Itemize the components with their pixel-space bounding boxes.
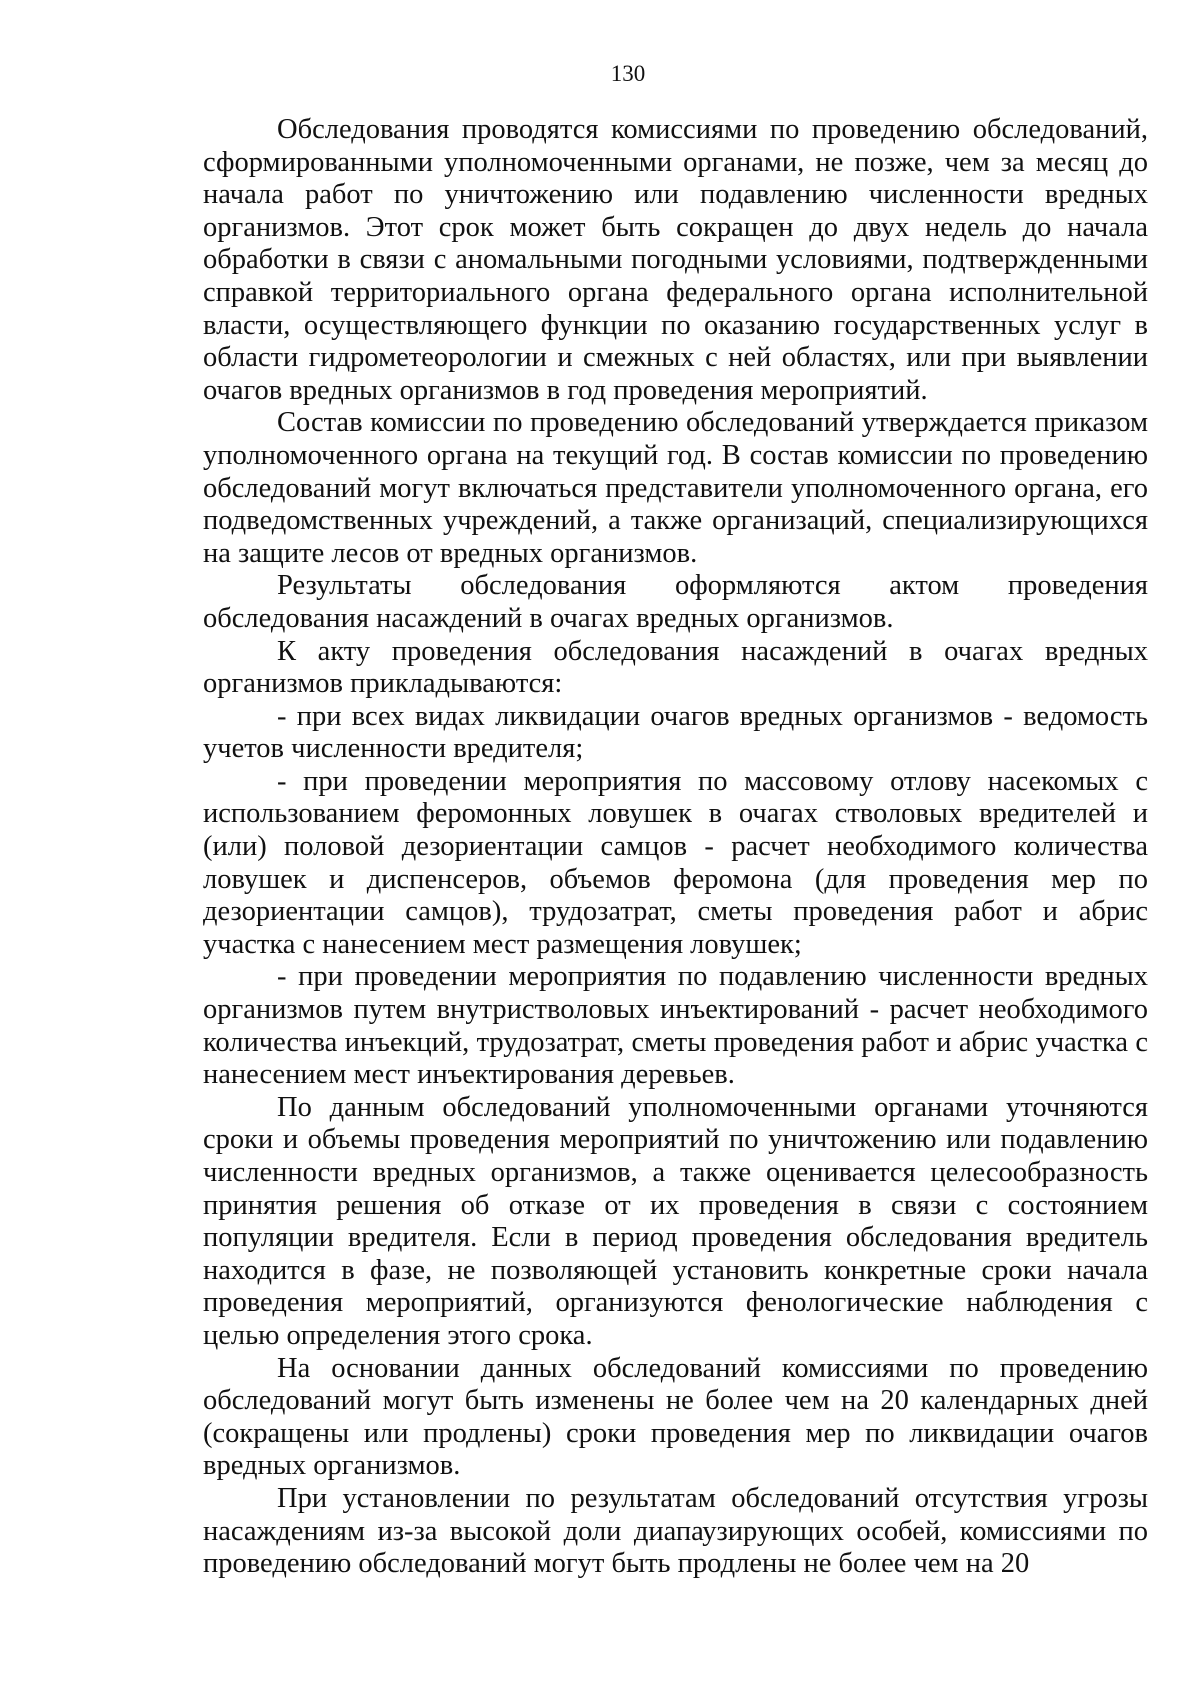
list-item-injections: - при проведении мероприятия по подавлению численности вредных организмов путем внутристволовых инъектирований - расчет необходимого количества инъекций, трудозатрат, сметы проведения работ и абрис участка с нанесением мест инъектирования деревьев. xyxy=(203,961,1148,1091)
paragraph-survey-data: По данным обследований уполномоченными органами уточняются сроки и объемы проведения мероприятий по уничтожению или подавлению численности вредных организмов, а также оценивается целесообразность принятия решения об отказе от их проведения в связи с состоянием популяции вредителя. Если в период проведения обследования вредитель находится в фазе, не позволяющей установить конкретные сроки начала проведения мероприятий, организуются фенологические наблюдения с целью определения этого срока. xyxy=(203,1091,1148,1351)
list-item-pheromone-traps: - при проведении мероприятия по массовому отлову насекомых с использованием феромонных ловушек в очагах стволовых вредителей и (или) половой дезориентации самцов - расчет необходимого количества ловушек и диспенсеров, объемов феромона (для проведения мер по дезориентации самцов), трудозатрат, сметы проведения работ и абрис участка с нанесением мест размещения ловушек; xyxy=(203,765,1148,960)
paragraph-survey-timing: Обследования проводятся комиссиями по проведению обследований, сформированными уполномоченными органами, не позже, чем за месяц до начала работ по уничтожению или подавлению численности вредных организмов. Этот срок может быть сокращен до двух недель до начала обработки в связи с аномальными погодными условиями, подтвержденными справкой территориального органа федерального органа исполнительной власти, осуществляющего функции по оказанию государственных услуг в области гидрометеорологии и смежных с ней областях, или при выявлении очагов вредных организмов в год проведения мероприятий. xyxy=(203,114,1148,406)
paragraph-survey-results: Результаты обследования оформляются актом проведения обследования насаждений в очагах вредных организмов. xyxy=(203,570,1148,634)
paragraph-commission-composition: Состав комиссии по проведению обследований утверждается приказом уполномоченного органа на текущий год. В состав комиссии по проведению обследований могут включаться представители уполномоченного органа, его подведомственных учреждений, а также организаций, специализирующихся на защите лесов от вредных организмов. xyxy=(203,407,1148,569)
paragraph-act-attachments: К акту проведения обследования насаждений в очагах вредных организмов прикладываются: xyxy=(203,635,1148,700)
paragraph-diapause: При установлении по результатам обследований отсутствия угрозы насаждениям из-за высокой доли диапаузирующих особей, комиссиями по проведению обследований могут быть продлены не более чем на 20 xyxy=(203,1482,1148,1580)
list-item-pest-count: - при всех видах ликвидации очагов вредных организмов - ведомость учетов численности вредителя; xyxy=(203,700,1148,765)
page-number: 130 xyxy=(610,61,646,86)
paragraph-date-changes: На основании данных обследований комиссиями по проведению обследований могут быть изменены не более чем на 20 календарных дней (сокращены или продлены) сроки проведения мер по ликвидации очагов вредных организмов. xyxy=(203,1352,1148,1482)
body-text xyxy=(203,114,1148,1581)
